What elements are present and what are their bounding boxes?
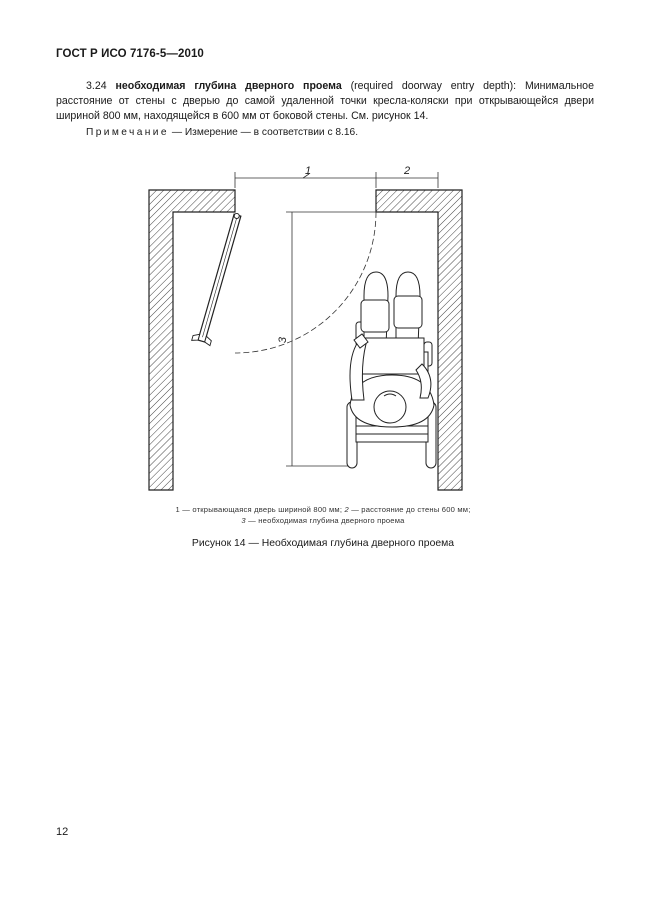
door-swing-arc <box>235 212 376 353</box>
legend-item-2-num: 2 <box>344 505 349 514</box>
legend-item-3-num: 3 <box>241 516 246 525</box>
figure-legend-line-1 <box>0 505 646 514</box>
figure-caption: Рисунок 14 — Необходимая глубина дверного проема <box>191 538 455 549</box>
legend-item-2-text: — расстояние до стены 600 мм; <box>351 505 471 514</box>
document-header: ГОСТ Р ИСО 7176-5—2010 <box>56 48 204 60</box>
clause-definition: Минимальное расстояние от стены с дверью до самой удаленной точки кресла-коляски при открывающейся двери шириной 800 мм, находящейся в 600 мм от боковой стены. См. рисунок 14. <box>56 80 594 123</box>
open-door-panel <box>192 211 247 346</box>
wheelchair-with-occupant <box>347 272 436 468</box>
legend-item-3-text: — необходимая глубина дверного проема <box>248 516 405 525</box>
clause-3-24 <box>56 79 594 125</box>
note-text: — Измерение — в соответствии с 8.16. <box>171 127 359 138</box>
dimension-label-2: 2 <box>403 165 411 177</box>
legend-item-1-num: 1 <box>175 505 180 514</box>
legend-item-1-text: — открывающаяся дверь шириной 800 мм; <box>182 505 343 514</box>
dimension-label-1: 1 <box>304 165 312 177</box>
clause-number: 3.24 <box>86 80 107 92</box>
dimension-label-3: 3 <box>277 336 289 344</box>
note <box>86 127 358 138</box>
clause-english-term: (required doorway entry depth): <box>350 80 517 92</box>
doorway-figure <box>0 150 646 495</box>
figure-legend-line-2 <box>0 516 646 525</box>
clause-term: необходимая глубина дверного проема <box>115 80 342 92</box>
note-label: Примечание <box>86 127 169 138</box>
page-number: 12 <box>56 826 69 838</box>
